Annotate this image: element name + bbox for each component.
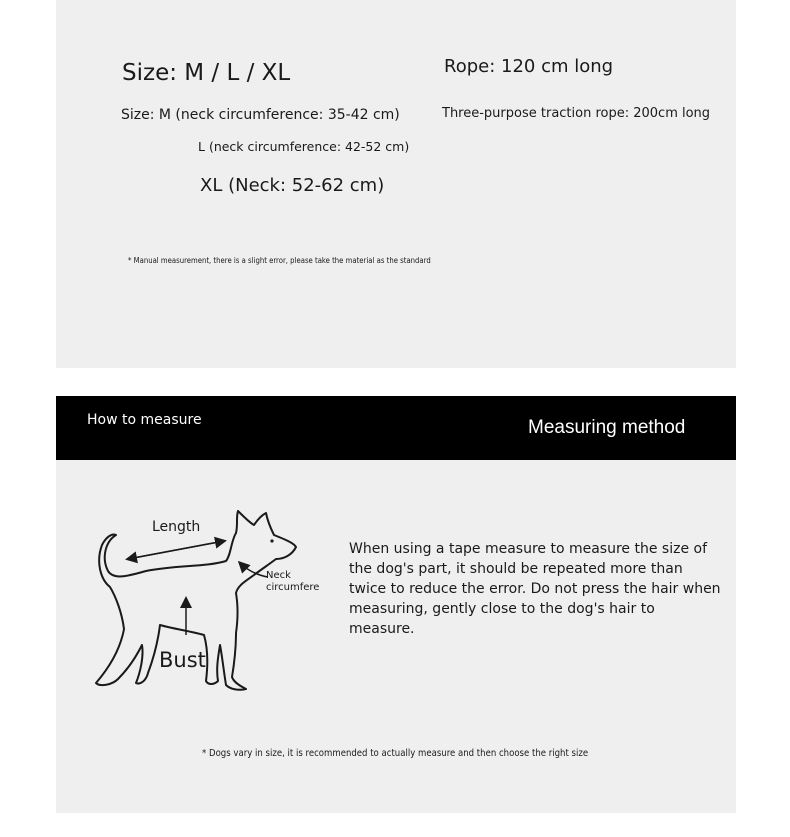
length-arrow-back: [128, 541, 224, 559]
neck-label-line1: Neck: [266, 570, 291, 581]
dog-size-note: * Dogs vary in size, it is recommended to actually measure and then choose the right size: [202, 748, 589, 759]
neck-label-line2: circumfere: [266, 582, 320, 593]
size-m-text: Size: M (neck circumference: 35-42 cm): [121, 107, 400, 123]
rope-title: Rope: 120 cm long: [444, 56, 614, 77]
size-title: Size: M / L / XL: [122, 60, 291, 86]
measurement-error-note: * Manual measurement, there is a slight error, please take the material as the standard: [128, 256, 431, 265]
how-to-measure-label: How to measure: [87, 412, 202, 428]
measuring-instructions: When using a tape measure to measure the size of the dog's part, it should be repeated more than twice to reduce the error. Do not press the hair when measuring, gently close to the dog's hair to measure.: [349, 541, 721, 637]
size-l-text: L (neck circumference: 42-52 cm): [198, 139, 410, 154]
dog-eye: [270, 539, 273, 542]
size-xl-text: XL (Neck: 52-62 cm): [200, 175, 385, 196]
traction-rope-text: Three-purpose traction rope: 200cm long: [442, 106, 711, 121]
size-panel: [56, 0, 736, 368]
bust-label: Bust: [159, 648, 206, 672]
measuring-method-heading: Measuring method: [528, 417, 686, 438]
dog-measurement-diagram: [86, 505, 326, 700]
length-label: Length: [152, 519, 201, 535]
